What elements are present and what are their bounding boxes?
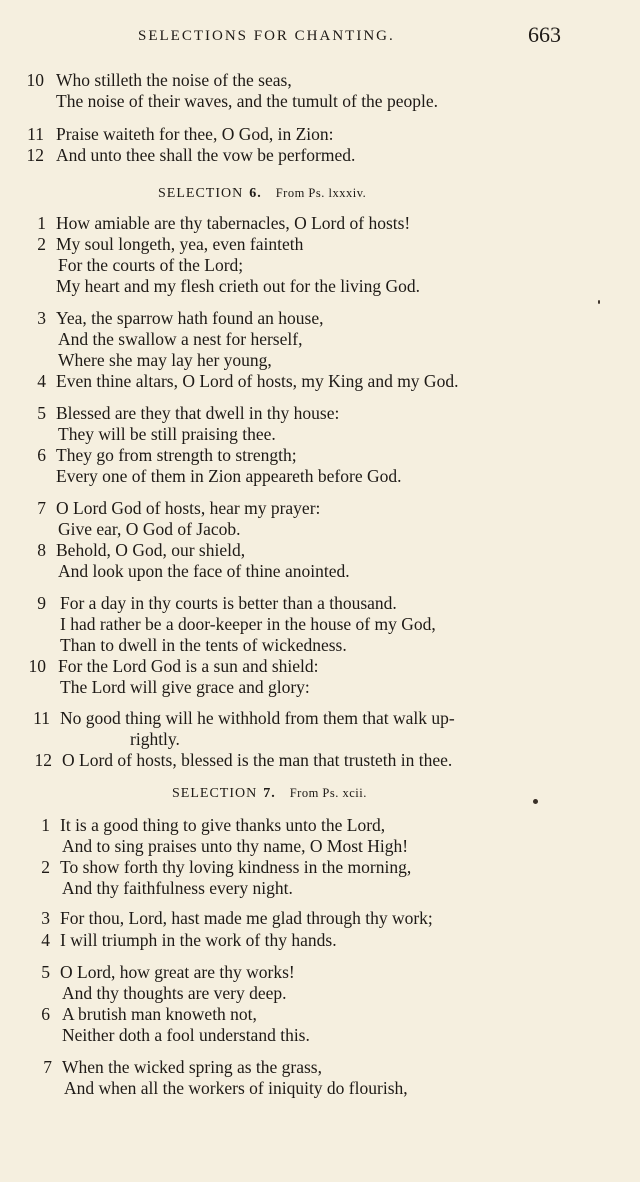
- verse-number: 2: [37, 234, 46, 254]
- verse-line: Even thine altars, O Lord of hosts, my King and my God.: [56, 371, 459, 391]
- verse-number: 3: [37, 308, 46, 328]
- verse-line: I had rather be a door-keeper in the house of my God,: [60, 614, 436, 634]
- selection-label: SELECTION: [172, 786, 258, 801]
- verse-number: 5: [37, 403, 46, 423]
- selection-7-heading: [172, 786, 367, 802]
- verse-line: The Lord will give grace and glory:: [60, 677, 310, 697]
- verse-line: For thou, Lord, hast made me glad through thy work;: [60, 908, 433, 928]
- verse-line: My soul longeth, yea, even fainteth: [56, 234, 304, 254]
- verse-number: 7: [37, 498, 46, 518]
- verse-line: O Lord of hosts, blessed is the man that trusteth in thee.: [62, 750, 453, 770]
- verse-number: 3: [41, 908, 50, 928]
- verse-number: 8: [37, 540, 46, 560]
- verse-line: The noise of their waves, and the tumult of the people.: [56, 91, 438, 111]
- verse-line: It is a good thing to give thanks unto the Lord,: [60, 815, 386, 835]
- verse-line: Praise waiteth for thee, O God, in Zion:: [56, 124, 334, 144]
- ink-speck: [533, 799, 538, 804]
- verse-line: And the swallow a nest for herself,: [58, 329, 303, 349]
- verse-line: And to sing praises unto thy name, O Most High!: [62, 836, 409, 856]
- verse-line: Every one of them in Zion appeareth before God.: [56, 466, 402, 486]
- verse-line: To show forth thy loving kindness in the morning,: [60, 857, 412, 877]
- verse-line: Where she may lay her young,: [58, 350, 272, 370]
- verse-line: And look upon the face of thine anointed.: [58, 561, 350, 581]
- verse-number: 2: [41, 857, 50, 877]
- selection-label: SELECTION: [158, 186, 244, 201]
- verse-line: I will triumph in the work of thy hands.: [60, 930, 337, 950]
- verse-number: 7: [43, 1057, 52, 1077]
- verse-line: And thy thoughts are very deep.: [62, 983, 287, 1003]
- verse-number: 1: [37, 213, 46, 233]
- verse-line: How amiable are thy tabernacles, O Lord of hosts!: [56, 213, 411, 233]
- verse-number: 9: [37, 593, 46, 613]
- verse-number: 10: [26, 70, 44, 90]
- verse-line: My heart and my flesh crieth out for the living God.: [56, 276, 421, 296]
- selection-number: 7.: [263, 786, 276, 801]
- verse-number: 4: [37, 371, 46, 391]
- verse-line: Blessed are they that dwell in thy house:: [56, 403, 340, 423]
- verse-number: 10: [28, 656, 46, 676]
- verse-line: For the courts of the Lord;: [58, 255, 244, 275]
- selection-source: From Ps. lxxxiv.: [275, 186, 367, 200]
- verse-line: For a day in thy courts is better than a thousand.: [60, 593, 397, 613]
- verse-line: For the Lord God is a sun and shield:: [58, 656, 319, 676]
- ink-speck: [598, 300, 600, 304]
- verse-line: They go from strength to strength;: [56, 445, 297, 465]
- verse-number: 11: [33, 708, 50, 728]
- verse-line: Than to dwell in the tents of wickedness.: [60, 635, 347, 655]
- page-number: 663: [528, 22, 561, 47]
- verse-line: And when all the workers of iniquity do flourish,: [64, 1078, 408, 1098]
- verse-number: 4: [41, 930, 50, 950]
- verse-number: 11: [27, 124, 44, 144]
- verse-number: 12: [26, 145, 44, 165]
- verse-line: When the wicked spring as the grass,: [62, 1057, 322, 1077]
- verse-line: A brutish man knoweth not,: [62, 1004, 257, 1024]
- selection-number: 6.: [249, 186, 262, 201]
- verse-number: 6: [41, 1004, 50, 1024]
- verse-line: No good thing will he withhold from them that walk up-: [60, 708, 455, 728]
- verse-number: 1: [41, 815, 50, 835]
- verse-line: Who stilleth the noise of the seas,: [56, 70, 292, 90]
- selection-source: From Ps. xcii.: [289, 786, 367, 800]
- verse-line: O Lord God of hosts, hear my prayer:: [56, 498, 321, 518]
- verse-line: They will be still praising thee.: [58, 424, 276, 444]
- verse-number: 6: [37, 445, 46, 465]
- running-title: SELECTIONS FOR CHANTING.: [138, 28, 395, 44]
- verse-line: O Lord, how great are thy works!: [60, 962, 295, 982]
- verse-line: Yea, the sparrow hath found an house,: [56, 308, 324, 328]
- verse-line: Give ear, O God of Jacob.: [58, 519, 241, 539]
- selection-6-heading: [158, 186, 366, 202]
- verse-line: Neither doth a fool understand this.: [62, 1025, 310, 1045]
- verse-number: 5: [41, 962, 50, 982]
- verse-line: And thy faithfulness every night.: [62, 878, 293, 898]
- verse-line: And unto thee shall the vow be performed.: [56, 145, 356, 165]
- verse-line: rightly.: [130, 729, 180, 749]
- verse-number: 12: [34, 750, 52, 770]
- verse-line: Behold, O God, our shield,: [56, 540, 246, 560]
